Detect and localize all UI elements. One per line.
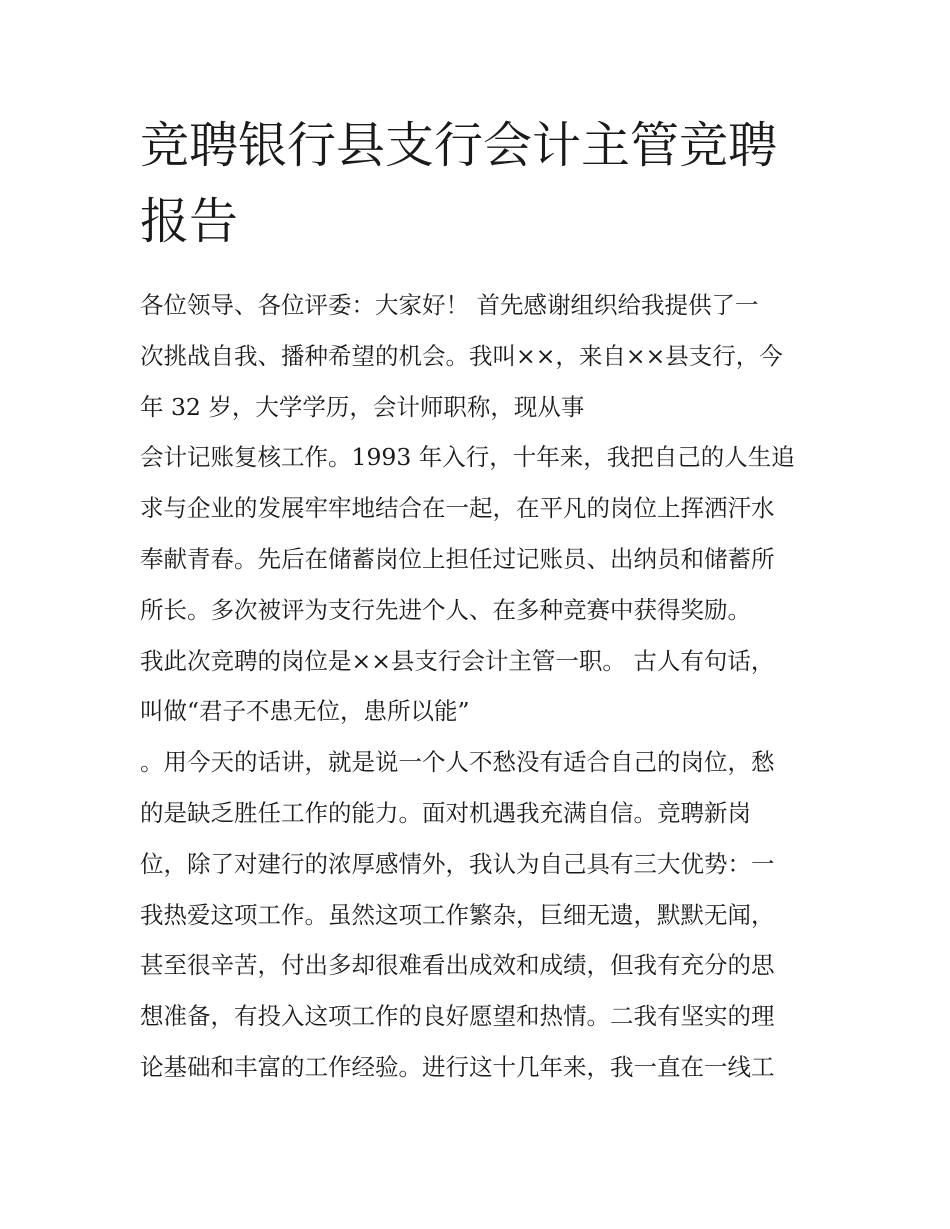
body-line: 会计记账复核工作。1993 年入行，十年来，我把自己的人生追: [140, 443, 795, 472]
body-line: 。用今天的话讲，就是说一个人不愁没有适合自己的岗位，愁: [140, 748, 775, 777]
body-line: 叫做“君子不患无位，患所以能”: [140, 697, 470, 726]
body-line: 想准备，有投入这项工作的良好愿望和热情。二我有坚实的理: [140, 1002, 775, 1031]
body-line: 的是缺乏胜任工作的能力。面对机遇我充满自信。竞聘新岗: [140, 798, 751, 827]
body-line: 所长。多次被评为支行先进个人、在多种竞赛中获得奖励。: [140, 595, 751, 624]
body-line: 奉献青春。先后在储蓄岗位上担任过记账员、出纳员和储蓄所: [140, 544, 775, 573]
body-line: 论基础和丰富的工作经验。进行这十几年来，我一直在一线工: [140, 1052, 775, 1081]
title-line: 竞聘银行县支行会计主管竞聘: [140, 117, 778, 174]
document-title: [140, 108, 820, 260]
body-line: 各位领导、各位评委：大家好！ 首先感谢组织给我提供了一: [140, 291, 759, 319]
body-line: 次挑战自我、播种希望的机会。我叫××，来自××县支行，今: [140, 341, 783, 370]
body-line: 甚至很辛苦，付出多却很难看出成效和成绩，但我有充分的思: [140, 951, 775, 980]
body-line: 位，除了对建行的浓厚感情外，我认为自己具有三大优势：一: [140, 849, 775, 878]
body-line: 求与企业的发展牢牢地结合在一起，在平凡的岗位上挥洒汗水: [140, 494, 775, 523]
body-line: 年 32 岁，大学学历，会计师职称，现从事: [140, 392, 585, 421]
body-line: 我热爱这项工作。虽然这项工作繁杂，巨细无遗，默默无闻，: [140, 900, 775, 929]
title-line: 报告: [140, 193, 239, 250]
body-line: 我此次竞聘的岗位是××县支行会计主管一职。 古人有句话，: [140, 646, 775, 675]
document-body: [140, 280, 830, 1093]
